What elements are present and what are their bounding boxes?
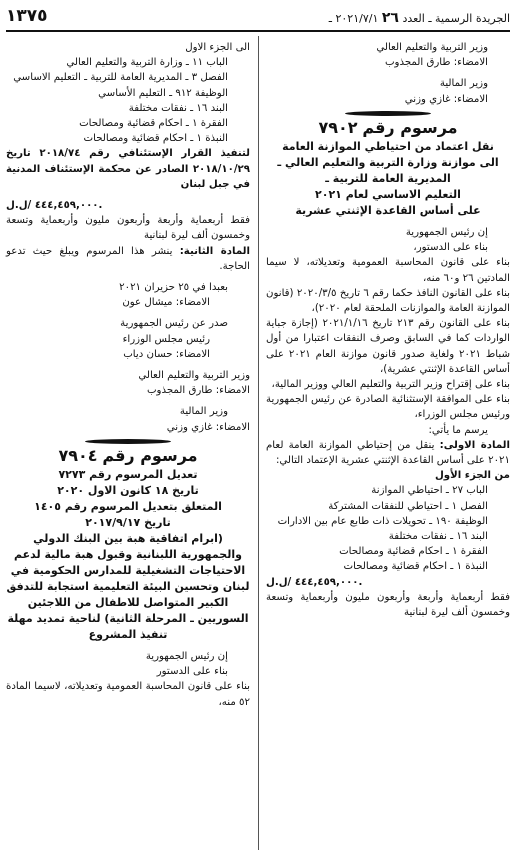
decree-subject xyxy=(6,467,250,643)
journal-name: الجريدة الرسمية ـ العدد xyxy=(402,12,510,25)
budget-line: الوظيفة ٩١٢ ـ التعليم الأساسي xyxy=(98,87,228,99)
article-text: ينقل من إحتياطي الموازنة العامة لعام ٢٠٢١ على أساس القاعدة الإثنتي عشرية الإعتماد التالي: xyxy=(266,439,510,467)
subject-line: تاريخ ١٨ كانون الاول ٢٠٢٠ xyxy=(57,484,199,498)
subject-line: الى موازنة وزارة التربية والتعليم العالي ـ xyxy=(277,156,499,170)
amount: ٤٤٤,٤٥٩,٠٠٠ /ل.ل. xyxy=(266,576,363,588)
budget-line: النبذة ١ ـ احكام قضائية ومصالحات xyxy=(83,133,228,145)
left-column xyxy=(6,40,250,710)
body-paragraph: إن رئيس الجمهورية xyxy=(405,227,488,239)
column-divider xyxy=(258,36,259,850)
budget-line: الباب ١١ ـ وزارة التربية والتعليم العالي xyxy=(66,57,228,69)
signature-name: الامضاء: حسان دياب xyxy=(123,348,210,360)
issue-number: ٢٦ xyxy=(381,10,399,26)
body-paragraph: بناء على الموافقة الإستثنائية الصادرة عن رئيس الجمهورية ورئيس مجلس الوزراء، xyxy=(266,394,510,421)
signature-title: رئيس مجلس الوزراء xyxy=(122,333,210,345)
budget-line: الفقرة ١ ـ احكام قضائية ومصالحات xyxy=(339,546,488,558)
decree-label: مرسوم رقم xyxy=(102,445,198,465)
subject-line: المديرية العامة للتربية ـ xyxy=(325,172,451,186)
article-label: المادة الثانية: xyxy=(179,245,250,257)
subject-line: (ابرام اتفاقية هبة بين البنك الدولي والجمهورية اللبنانية وقبول هبة مالية لدعم الاحتياجات التشغيلية للمدارس الحكومية في لبنان وتحسين البيئة التعليمية استجابة للتدفق الكبير المتواصل للاطفال من اللاجئين السوريين ـ المرحلة الثانية) لناحية تمديد مهلة تنفيذ المشروع xyxy=(6,532,250,642)
decree-heading xyxy=(6,445,250,465)
separator-bar xyxy=(345,111,431,116)
decree-heading xyxy=(266,117,510,137)
signature-title: وزير المالية xyxy=(439,78,488,90)
decree-subject xyxy=(266,139,510,219)
issued-by: صدر عن رئيس الجمهورية xyxy=(120,318,228,330)
budget-line: البند ١٦ ـ نفقات مختلفة xyxy=(388,531,488,543)
subject-line: المتعلق بتعديل المرسوم رقم ١٤٠٥ xyxy=(34,500,222,514)
issue-date: ٢٠٢١/٧/١ ـ xyxy=(328,12,379,25)
budget-line: البند ١٦ ـ نفقات مختلفة xyxy=(128,102,228,114)
part-heading: الى الجزء الاول xyxy=(185,42,250,53)
subject-line: التعليم الاساسي لعام ٢٠٢١ xyxy=(315,188,461,202)
right-column xyxy=(266,40,510,620)
signature-title: وزير التربية والتعليم العالي xyxy=(138,370,250,382)
purpose-text: لتنفيذ القرار الإستئنافي رقم ٢٠١٨/٧٤ تاريخ ٢٠١٨/١٠/٢٩ الصادر عن محكمة الإستئناف المدنية في جبل لبنان xyxy=(6,148,250,190)
body-paragraph: بناء على الدستور، xyxy=(413,242,488,254)
budget-line: الفصل ١ ـ احتياطي للنفقات المشتركة xyxy=(328,500,488,512)
article-paragraph xyxy=(6,244,250,274)
budget-line: الفقرة ١ ـ احكام قضائية ومصالحات xyxy=(79,118,228,130)
subject-line: تاريخ ٢٠١٧/٩/١٧ xyxy=(85,516,171,530)
issue-place-date: بعبدا في ٢٥ حزيران ٢٠٢١ xyxy=(119,282,228,294)
signature-name: الامضاء: غازي وزني xyxy=(404,93,488,105)
page-header xyxy=(6,6,510,32)
amount: ٤٤٤,٤٥٩,٠٠٠ /ل.ل. xyxy=(6,200,103,212)
budget-line: الوظيفة ١٩٠ ـ تحويلات ذات طابع عام بين الادارات xyxy=(277,515,488,527)
body-paragraph: بناء على قانون المحاسبة العمومية وتعديلاته، لا سيما المادتين ٢٦ و٦٠ منه، xyxy=(266,257,510,284)
body-paragraph: بناء على الدستور xyxy=(156,666,228,678)
body-paragraph: بناء على القانون النافذ حكما رقم ٦ تاريخ ٢٠٢٠/٣/٥ (قانون الموازنة العامة والموازنات الملحقة لعام ٢٠٢٠)، xyxy=(266,287,510,315)
signature-name: الامضاء: طارق المجذوب xyxy=(146,385,250,397)
subject-line: نقل اعتماد من احتياطي الموازنة العامة xyxy=(282,140,494,154)
budget-line: الباب ٢٧ ـ احتياطي الموازنة xyxy=(371,485,488,497)
signature-name: الامضاء: غازي وزني xyxy=(166,421,250,433)
amount-words: فقط أربعماية وأربعة وأربعون مليون وأربعماية وتسعة وخمسون ألف ليرة لبنانية xyxy=(266,591,510,619)
body-paragraph: إن رئيس الجمهورية xyxy=(145,651,228,663)
amount-words: فقط أربعماية وأربعة وأربعون مليون وأربعماية وتسعة وخمسون ألف ليرة لبنانية xyxy=(6,215,250,242)
article-text: ينشر هذا المرسوم ويبلغ حيث تدعو الحاجة. xyxy=(6,245,250,272)
subject-line: على أساس القاعدة الإثنتي عشرية xyxy=(295,204,481,218)
separator-bar xyxy=(85,439,171,444)
subject-line: تعديل المرسوم رقم ٧٢٧٣ xyxy=(58,468,198,482)
part-heading: من الجزء الأول xyxy=(434,470,510,482)
body-paragraph: يرسم ما يأتي: xyxy=(428,424,488,436)
signature-title: وزير المالية xyxy=(179,406,228,418)
signature-title: وزير التربية والتعليم العالي xyxy=(376,42,488,53)
header-rule xyxy=(6,30,510,32)
body-paragraph: بناء على قانون المحاسبة العمومية وتعديلاته، لاسيما المادة ٥٢ منه، xyxy=(6,681,250,708)
budget-line: الفصل ٣ ـ المديرية العامة للتربية ـ التعليم الاساسي xyxy=(13,72,228,84)
article-label: المادة الاولى: xyxy=(439,439,510,451)
running-title xyxy=(329,10,510,26)
signature-name: الامضاء: ميشال عون xyxy=(122,297,210,309)
signature-name: الامضاء: طارق المجذوب xyxy=(384,57,488,69)
body-paragraph: بناء على القانون رقم ٢١٣ تاريخ ٢٠٢١/١/١٦ (إجازة جباية الواردات كما في السابق وصرف النفقات اعتبارا من أول شباط ٢٠٢١ ولغاية صدور قانون موازنة العام ٢٠٢١ على أساس القاعدة الإثنتي عشرية)، xyxy=(266,318,511,375)
decree-number: ٧٩٠٤ xyxy=(58,445,98,465)
article-paragraph xyxy=(266,438,510,468)
decree-label: مرسوم رقم xyxy=(362,117,458,137)
body-paragraph: بناء على إقتراح وزير التربية والتعليم العالي ووزير المالية، xyxy=(271,379,510,391)
page-number: ١٣٧٥ xyxy=(6,6,48,26)
budget-line: النبذة ١ ـ احكام قضائية ومصالحات xyxy=(343,561,488,573)
decree-number: ٧٩٠٢ xyxy=(318,117,358,137)
